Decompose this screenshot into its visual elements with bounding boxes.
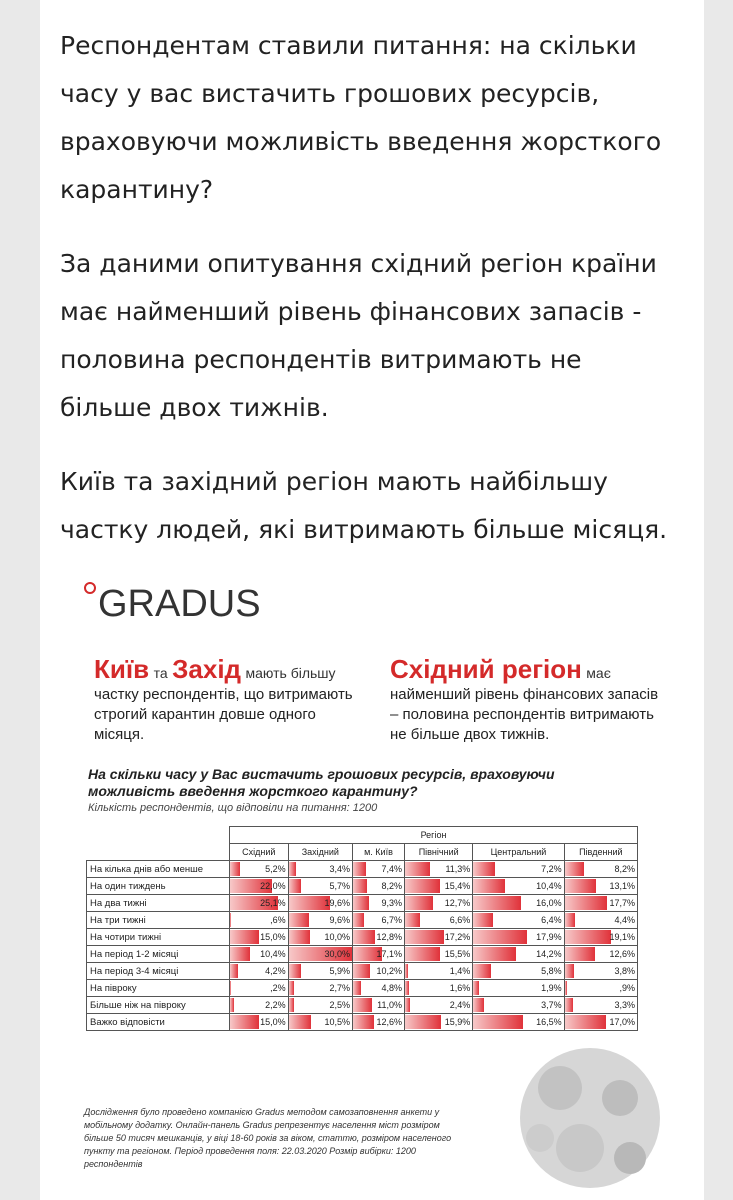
value-label: 10,5%	[324, 1017, 350, 1027]
value-label: 2,4%	[449, 1000, 471, 1010]
value-label: 13,1%	[609, 881, 635, 891]
value-label: 11,3%	[445, 864, 471, 874]
value-label: 10,2%	[376, 966, 402, 976]
value-bar	[230, 947, 250, 961]
value-cell	[352, 895, 404, 912]
value-label: 1,6%	[449, 983, 471, 993]
summary-tail: мають більшу	[245, 665, 336, 681]
value-bar	[405, 964, 408, 978]
value-cell	[564, 929, 637, 946]
value-cell	[352, 878, 404, 895]
value-label: 15,9%	[444, 1017, 471, 1027]
table-body	[87, 861, 638, 1031]
value-label: 11,0%	[377, 1000, 402, 1010]
value-bar	[289, 964, 301, 978]
value-label: 5,8%	[541, 966, 562, 976]
value-label: 7,4%	[381, 864, 402, 874]
value-label: 16,0%	[536, 898, 562, 908]
value-bar	[405, 862, 430, 876]
east-highlight: Східний регіон	[390, 654, 582, 684]
value-bar	[289, 998, 294, 1012]
kyiv-west-summary	[94, 654, 364, 745]
value-label: 14,2%	[536, 949, 562, 959]
value-label: 1,4%	[449, 966, 471, 976]
value-cell	[230, 861, 289, 878]
value-label: 3,3%	[614, 1000, 635, 1010]
value-label: 16,5%	[536, 1017, 562, 1027]
value-cell	[405, 929, 473, 946]
value-label: 17,9%	[536, 932, 562, 942]
value-label: 9,6%	[329, 915, 350, 925]
value-bar	[353, 896, 369, 910]
value-bar	[353, 862, 366, 876]
value-label: 12,6%	[376, 1017, 402, 1027]
value-label: 6,6%	[449, 915, 471, 925]
summary-body: частку респондентів, що витримають строгий карантин довше одного місяця.	[94, 686, 353, 743]
value-label: 4,4%	[614, 915, 635, 925]
value-bar	[353, 930, 375, 944]
value-bar	[353, 981, 361, 995]
value-bar	[565, 879, 597, 893]
value-cell	[405, 963, 473, 980]
value-bar	[353, 998, 372, 1012]
value-bar	[565, 947, 595, 961]
value-label: 15,4%	[444, 881, 471, 891]
column-header: Центральний	[473, 844, 564, 861]
table-row	[87, 997, 638, 1014]
kyiv-highlight: Київ	[94, 654, 150, 684]
column-header: Східний	[230, 844, 289, 861]
value-cell	[564, 878, 637, 895]
value-bar	[230, 862, 240, 876]
value-bar	[565, 896, 608, 910]
value-cell	[352, 946, 404, 963]
row-label: На два тижні	[87, 895, 230, 912]
value-cell	[405, 1014, 473, 1031]
value-cell	[564, 997, 637, 1014]
value-label: 15,0%	[260, 1017, 286, 1027]
value-cell	[405, 878, 473, 895]
value-bar	[289, 930, 310, 944]
value-bar	[473, 964, 490, 978]
value-cell	[352, 1014, 404, 1031]
value-cell	[230, 912, 289, 929]
column-header: м. Київ	[352, 844, 404, 861]
value-bar	[565, 981, 567, 995]
value-label: 12,8%	[376, 932, 402, 942]
value-label: 19,1%	[609, 932, 635, 942]
value-label: 17,2%	[444, 932, 471, 942]
value-label: 10,0%	[324, 932, 350, 942]
value-cell	[473, 912, 564, 929]
value-cell	[473, 946, 564, 963]
value-cell	[564, 946, 637, 963]
value-cell	[230, 946, 289, 963]
value-label: 1,9%	[541, 983, 562, 993]
table-region-row	[87, 827, 638, 844]
value-label: 10,4%	[260, 949, 286, 959]
value-bar	[405, 913, 420, 927]
value-bar	[565, 862, 585, 876]
conj-text: та	[153, 665, 168, 681]
value-bar	[289, 913, 309, 927]
value-cell	[473, 963, 564, 980]
value-cell	[288, 912, 352, 929]
value-label: ,6%	[270, 915, 286, 925]
value-bar	[473, 981, 479, 995]
value-cell	[564, 912, 637, 929]
value-cell	[564, 895, 637, 912]
survey-table	[86, 826, 638, 1031]
value-bar	[353, 964, 370, 978]
value-label: 5,2%	[265, 864, 286, 874]
value-bar	[565, 998, 573, 1012]
value-bar	[565, 1015, 606, 1029]
value-bar	[565, 913, 576, 927]
row-label: На три тижні	[87, 912, 230, 929]
value-bar	[405, 930, 444, 944]
region-header: Регіон	[230, 827, 638, 844]
value-cell	[288, 963, 352, 980]
methodology-footnote: Дослідження було проведено компанією Gradus методом самозаповнення анкети у мобільному додатку. Онлайн-панель Gradus репрезентує населення міст розміром більше 50 тисяч мешканців, у віці 18-60 років за віком, статтю, розміром населеного пункту та регіоном. Період проведення поля: 22.03.2020 Розмір вибірки: 1200 респондентів	[84, 1107, 452, 1169]
value-label: 9,3%	[381, 898, 402, 908]
value-label: 3,7%	[541, 1000, 562, 1010]
value-cell	[352, 963, 404, 980]
value-cell	[352, 912, 404, 929]
value-cell	[230, 1014, 289, 1031]
value-bar	[473, 930, 527, 944]
value-cell	[564, 861, 637, 878]
table-row	[87, 912, 638, 929]
value-cell	[405, 912, 473, 929]
value-cell	[288, 980, 352, 997]
value-cell	[405, 980, 473, 997]
value-label: ,9%	[619, 983, 635, 993]
value-cell	[564, 1014, 637, 1031]
row-label: На півроку	[87, 980, 230, 997]
value-cell	[288, 929, 352, 946]
paragraph-east: За даними опитування східний регіон країни має найменший рівень фінансових запасів - половина респондентів витримають не більше двох тижнів.	[60, 249, 657, 422]
column-header: Південний	[564, 844, 637, 861]
value-bar	[230, 913, 231, 927]
value-cell	[473, 1014, 564, 1031]
value-cell	[473, 980, 564, 997]
value-label: 22,0%	[260, 881, 286, 891]
value-bar	[473, 1015, 523, 1029]
respondent-count: Кількість респондентів, що відповіли на питання: 1200	[88, 802, 378, 814]
value-bar	[473, 896, 521, 910]
value-label: 10,4%	[536, 881, 562, 891]
value-label: 3,8%	[614, 966, 635, 976]
west-highlight: Захід	[172, 654, 242, 684]
value-cell	[288, 895, 352, 912]
row-label: На період 3-4 місяці	[87, 963, 230, 980]
value-label: ,2%	[270, 983, 286, 993]
value-cell	[288, 861, 352, 878]
value-label: 12,7%	[444, 898, 471, 908]
value-bar	[289, 1015, 311, 1029]
value-label: 6,7%	[381, 915, 402, 925]
value-label: 17,7%	[609, 898, 635, 908]
east-body: найменший рівень фінансових запасів – половина респондентів витримають не більше двох тижнів.	[390, 686, 659, 743]
value-bar	[230, 930, 259, 944]
value-bar	[353, 879, 367, 893]
table-row	[87, 946, 638, 963]
column-header: Західний	[288, 844, 352, 861]
table-row	[87, 1014, 638, 1031]
value-label: 5,7%	[329, 881, 350, 891]
value-cell	[230, 980, 289, 997]
value-cell	[473, 895, 564, 912]
row-label: На чотири тижні	[87, 929, 230, 946]
value-bar	[405, 879, 440, 893]
paragraph-question: Респондентам ставили питання: на скільки часу у вас вистачить грошових ресурсів, враховуючи можливість введення жорсткого карантину?	[60, 31, 662, 204]
value-label: 8,2%	[381, 881, 402, 891]
value-bar	[405, 998, 410, 1012]
table-row	[87, 878, 638, 895]
value-label: 30,0%	[324, 949, 350, 959]
value-cell	[352, 997, 404, 1014]
value-bar	[473, 879, 504, 893]
article-body	[60, 22, 670, 580]
table-row	[87, 980, 638, 997]
value-cell	[288, 946, 352, 963]
survey-question: На скільки часу у Вас вистачить грошових ресурсів, враховуючи можливість введення жорсткого карантину?	[88, 766, 555, 799]
value-label: 7,2%	[541, 864, 562, 874]
logo-ring-icon	[84, 582, 96, 594]
value-cell	[405, 997, 473, 1014]
value-cell	[288, 1014, 352, 1031]
value-cell	[473, 997, 564, 1014]
value-label: 19,6%	[324, 898, 350, 908]
table-column-row	[87, 844, 638, 861]
value-bar	[473, 862, 495, 876]
value-label: 6,4%	[541, 915, 562, 925]
value-bar	[473, 913, 492, 927]
value-cell	[230, 997, 289, 1014]
table-row	[87, 861, 638, 878]
value-label: 5,9%	[329, 966, 350, 976]
row-label: Більше ніж на півроку	[87, 997, 230, 1014]
value-label: 2,2%	[265, 1000, 286, 1010]
value-bar	[289, 862, 296, 876]
value-bar	[405, 947, 440, 961]
article-page	[40, 0, 704, 1200]
column-header: Північний	[405, 844, 473, 861]
east-summary	[390, 654, 660, 745]
value-bar	[473, 998, 484, 1012]
east-tail: має	[586, 665, 611, 681]
value-bar	[230, 964, 238, 978]
value-label: 3,4%	[329, 864, 350, 874]
value-bar	[565, 964, 574, 978]
value-cell	[352, 929, 404, 946]
value-label: 17,1%	[376, 949, 402, 959]
value-label: 15,5%	[444, 949, 471, 959]
value-cell	[473, 861, 564, 878]
row-label: На один тиждень	[87, 878, 230, 895]
value-cell	[288, 878, 352, 895]
value-cell	[564, 963, 637, 980]
value-bar	[353, 913, 364, 927]
value-label: 4,2%	[265, 966, 286, 976]
value-cell	[352, 980, 404, 997]
value-label: 4,8%	[381, 983, 402, 993]
value-cell	[564, 980, 637, 997]
row-label: Важко відповісти	[87, 1014, 230, 1031]
value-cell	[352, 861, 404, 878]
value-label: 15,0%	[260, 932, 286, 942]
table-row	[87, 895, 638, 912]
value-cell	[230, 878, 289, 895]
value-cell	[473, 878, 564, 895]
row-label: На період 1-2 місяці	[87, 946, 230, 963]
value-label: 25,1%	[260, 898, 286, 908]
value-cell	[473, 929, 564, 946]
value-bar	[405, 896, 433, 910]
value-bar	[289, 981, 295, 995]
value-cell	[405, 861, 473, 878]
value-cell	[230, 895, 289, 912]
table-row	[87, 963, 638, 980]
survey-infographic	[60, 578, 680, 1200]
value-label: 2,7%	[329, 983, 350, 993]
value-bar	[353, 1015, 374, 1029]
value-bar	[473, 947, 516, 961]
paragraph-kyiv-west: Київ та західний регіон мають найбільшу частку людей, які витримають більше місяця.	[60, 467, 668, 544]
value-cell	[230, 963, 289, 980]
row-label: На кілька днів або менше	[87, 861, 230, 878]
value-bar	[405, 1015, 441, 1029]
value-label: 2,5%	[329, 1000, 350, 1010]
value-cell	[230, 929, 289, 946]
value-label: 12,6%	[609, 949, 635, 959]
value-bar	[289, 879, 301, 893]
value-cell	[288, 997, 352, 1014]
gradus-logo: GRADUS	[98, 583, 261, 625]
value-label: 17,0%	[609, 1017, 635, 1027]
value-cell	[405, 895, 473, 912]
value-bar	[230, 1015, 259, 1029]
table-row	[87, 929, 638, 946]
value-cell	[405, 946, 473, 963]
value-bar	[565, 930, 611, 944]
value-bar	[230, 998, 234, 1012]
value-bar	[405, 981, 409, 995]
value-label: 8,2%	[614, 864, 635, 874]
